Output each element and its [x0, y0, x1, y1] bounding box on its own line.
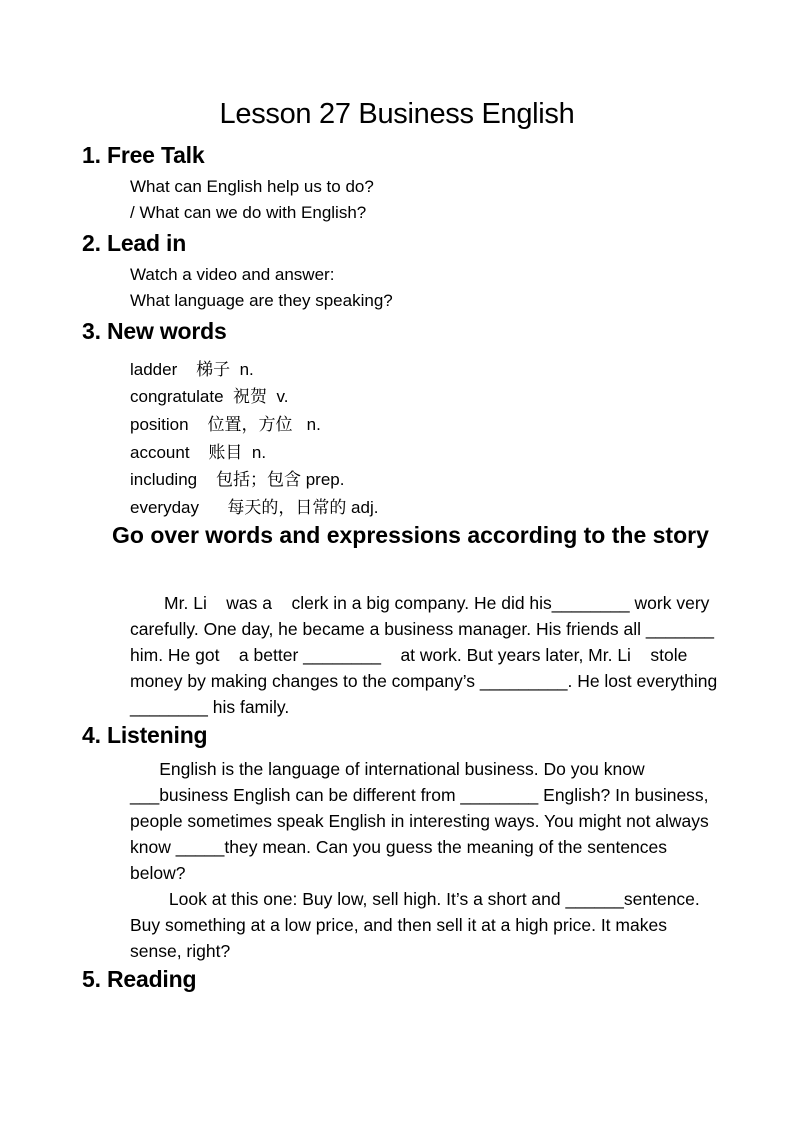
new-word-everyday: everyday 每天的，日常的 adj. [130, 498, 379, 517]
heading-new-words: 3. New words [82, 318, 227, 344]
free-talk-line-2: / What can we do with English? [130, 203, 367, 222]
heading-lead-in: 2. Lead in [82, 230, 187, 256]
new-word-account: account 账目 n. [130, 443, 267, 462]
go-over-story-paragraph: Mr. Li was a clerk in a big company. He did his________ work very carefully. One day, he became a business manager. His friends all _______ him. He got a better ________ at work. But years later, Mr. Li stole money by making changes to the company’s _________. He lost everything ________ his family. [130, 593, 723, 717]
heading-free-talk: 1. Free Talk [82, 142, 205, 168]
heading-listening: 4. Listening [82, 722, 208, 748]
new-word-congratulate: congratulate 祝贺 v. [130, 387, 289, 406]
listening-paragraph-2: Look at this one: Buy low, sell high. It’s a short and ______sentence. Buy something at a low price, and then sell it at a high price. It makes sense, right? [130, 889, 705, 961]
lead-in-line-1: Watch a video and answer: [130, 265, 335, 284]
listening-paragraph-1: English is the language of international business. Do you know ___business English can be different from ________ English? In business, people sometimes speak English in interesting ways. You might not always know _____they mean. Can you guess the meaning of the sentences below? [130, 759, 714, 883]
heading-reading: 5. Reading [82, 966, 197, 992]
new-word-position: position 位置，方位 n. [130, 415, 321, 434]
new-word-including: including 包括；包含 prep. [130, 470, 345, 489]
lead-in-line-2: What language are they speaking? [130, 291, 393, 310]
new-word-ladder: ladder 梯子 n. [130, 360, 254, 379]
heading-go-over-words: Go over words and expressions according to the story [112, 522, 709, 548]
page-title: Lesson 27 Business English [219, 98, 575, 130]
free-talk-line-1: What can English help us to do? [130, 177, 374, 196]
